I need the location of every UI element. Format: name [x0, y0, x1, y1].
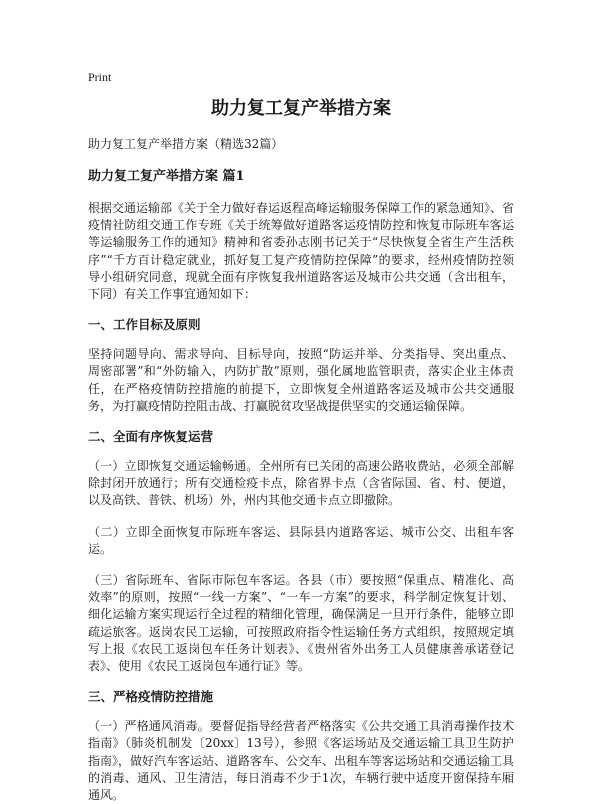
article-title: 助力复工复产举措方案 篇1	[88, 169, 245, 184]
restore-paragraph-1: （一）立即恢复交通运输畅通。全州所有已关闭的高速公路收费站，必须全部解除封闭开放通行；所有交通检疫卡点，除省界卡点（含省际国、省、村、便道，以及高铁、普铁、机场）外，州内其他交通卡点立即撤除。	[88, 459, 514, 508]
print-label: Print	[88, 70, 112, 84]
intro-paragraph: 根据交通运输部《关于全力做好春运返程高峰运输服务保障工作的紧急通知》、省疫情社防组交通工作专班《关于统筹做好道路客运疫情防控和恢复市际班车客运等运输服务工作的通知》精神和省委孙志刚书记关于“尽快恢复全省生产生活秩序”“千方百计稳定就业，抓好复工复产疫情防控保障”的要求，经州疫情防控领导小组研究同意，现就全面有序恢复我州道路客运及城市公共交通（含出租车，下同）有关工作事宜通知如下：	[88, 201, 515, 302]
restore-paragraph-3: （三）省际班车、省际市际包车客运。各县（市）要按照“保重点、精准化、高效率”的原则，按照“一线一方案”、“一车一方案”的要求，科学制定恢复计划、细化运输方案实现运行全过程的精细化管理，确保满足一旦开行条件，能够立即疏运旅客。返岗农民工运输，可按照政府指令性运输任务方式组织，按照规定填写上报《农民工返岗包车任务计划表》、《贵州省外出务工人员健康善承诺登记表》、使用《农民工返岗包车通行证》等。	[88, 573, 514, 674]
section-title-prevention: 三、严格疫情防控措施	[88, 689, 214, 705]
section-title-restore: 二、全面有序恢复运营	[88, 429, 214, 445]
section-title-goals: 一、工作目标及原则	[88, 317, 201, 333]
prevention-paragraph-1: （一）严格通风消毒。要督促指导经营者严格落实《公共交通工具消毒操作技术指南》（肺炎机制发〔20xx〕13号），参照《客运场站及交通运输工具卫生防护指南》，做好汽车客运站、道路客车、公交车、出租车等客运场站和交通运输工具的消毒、通风、卫生清洁，每日消毒不少于1次，车辆行驶中适度开窗保持车厢通风。	[88, 719, 515, 803]
restore-paragraph-2: （二）立即全面恢复市际班车客运、县际县内道路客运、城市公交、出租车客运。	[88, 524, 514, 556]
document-subtitle: 助力复工复产举措方案（精选32篇）	[88, 137, 284, 151]
document-title: 助力复工复产举措方案	[211, 98, 391, 119]
goals-paragraph: 坚持问题导向、需求导向、目标导向，按照“防运并举、分类指导、突出重点、周密部署”和“外防输入，内防扩散”原则，强化属地监管职责，落实企业主体责任，在严格疫情防控措施的前提下，立即恢复全州道路客运及城市公共交通服务，为打赢疫情防控阻击战、打赢脱贫攻坚战提供坚实的交通运输保障。	[88, 347, 514, 413]
